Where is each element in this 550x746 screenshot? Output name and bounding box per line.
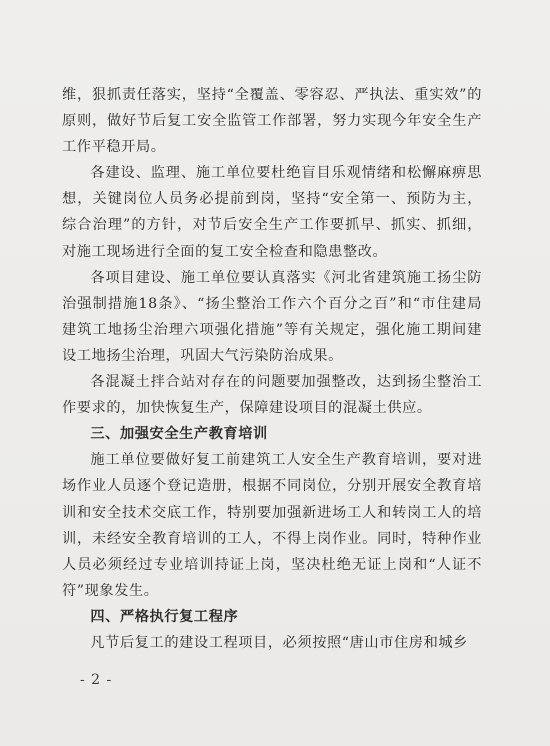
paragraph: 各建设、监理、施工单位要杜绝盲目乐观情绪和松懈麻痹思想，关键岗位人员务必提前到岗，坚持“安全第一、预防为主，综合治理”的方针，对节后安全生产工作要抓早、抓实、抓细，对施工现场进行全面的复工安全检查和隐患整改。 [62,165,482,260]
page-number: - 2 - [80,672,113,688]
paragraph: 施工单位要做好复工前建筑工人安全生产教育培训，要对进场作业人员逐个登记造册，根据不同岗位，分别开展安全教育培训和安全技术交底工作，特别要加强新进场工人和转岗工人的培训，未经安全教育培训的工人，不得上岗作业。同时，特种作业人员必须经过专业培训持证上岗，坚决杜绝无证上岗和“人证不符”现象发生。 [62,452,482,599]
section-heading: 四、严格执行复工程序 [90,608,239,625]
paragraph: 各混凝土拌合站对存在的问题要加强整改，达到扬尘整治工作要求的，加快恢复生产，保障建设项目的混凝土供应。 [62,374,482,417]
section-heading: 三、加强安全生产教育培训 [90,426,268,443]
body-text [62,82,482,656]
paragraph: 维，狠抓责任落实，坚持“全覆盖、零容忍、严执法、重实效”的原则，做好节后复工安全监管工作部署，努力实现今年安全生产工作平稳开局。 [62,87,482,156]
paragraph: 凡节后复工的建设工程项目，必须按照“唐山市住房和城乡 [90,634,468,651]
paragraph: 各项目建设、施工单位要认真落实《河北省建筑施工扬尘防治强制措施18条》、“扬尘整治工作六个百分之百”和“市住建局建筑工地扬尘治理六项强化措施”等有关规定，强化施工期间建设工地扬尘治理，巩固大气污染防治成果。 [62,269,482,364]
